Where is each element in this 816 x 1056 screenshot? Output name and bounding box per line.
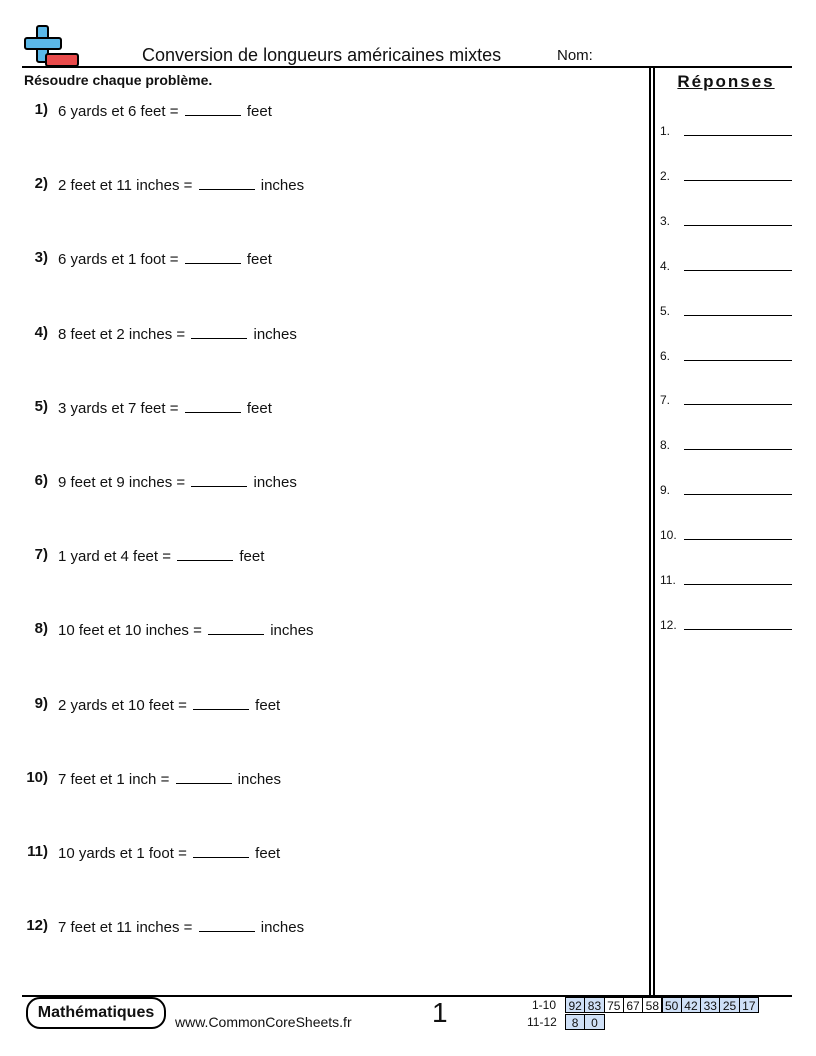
problem-number: 7) [34, 546, 48, 564]
problem-row [0, 917, 640, 937]
problem-number: 11) [27, 843, 48, 860]
answer-blank[interactable] [176, 769, 232, 784]
answer-line[interactable] [684, 135, 792, 136]
answer-number: 8. [660, 438, 671, 453]
problem-row [0, 472, 640, 492]
problem-prompt: 9 feet et 9 inches = [58, 474, 190, 491]
problem-text [58, 546, 264, 565]
problem-prompt: 1 yard et 4 feet = [58, 548, 176, 566]
problem-number: 10) [26, 768, 48, 786]
score-cell: 42 [681, 997, 701, 1013]
score-row-label: 11-12 [527, 1015, 557, 1029]
problem-row [0, 843, 640, 863]
problem-unit: inches [249, 474, 297, 491]
answer-line[interactable] [684, 315, 792, 316]
plus-minus-logo-icon [24, 24, 80, 68]
answer-line[interactable] [684, 449, 792, 450]
problem-unit: feet [242, 399, 272, 417]
answer-row [660, 571, 792, 591]
problem-number: 12) [26, 917, 48, 935]
answer-row [660, 481, 792, 501]
answer-blank[interactable] [191, 472, 247, 487]
answer-blank[interactable] [208, 620, 264, 635]
problem-unit: inches [256, 177, 305, 195]
problem-text [58, 695, 280, 714]
answer-number: 3. [660, 213, 671, 228]
answer-blank[interactable] [199, 175, 255, 190]
problem-text [58, 620, 314, 639]
problem-row [0, 175, 640, 195]
answer-blank[interactable] [199, 917, 255, 932]
score-cell: 67 [623, 997, 643, 1013]
problem-text [58, 843, 280, 862]
score-cell: 8 [565, 1014, 585, 1030]
problem-number: 5) [34, 397, 48, 415]
problem-text [58, 917, 304, 936]
score-cell: 0 [584, 1014, 604, 1030]
problem-prompt: 2 yards et 10 feet = [58, 696, 192, 714]
answer-row [660, 616, 792, 636]
problem-prompt: 8 feet et 2 inches = [58, 325, 190, 343]
problem-number: 9) [34, 694, 48, 712]
problem-row [0, 695, 640, 715]
problem-unit: feet [242, 251, 272, 269]
problem-unit: inches [266, 622, 314, 640]
answer-blank[interactable] [185, 101, 241, 116]
score-cell: 92 [565, 997, 585, 1013]
problem-text [58, 175, 304, 194]
column-divider [649, 68, 651, 996]
answer-row [660, 391, 792, 411]
answer-row [660, 167, 792, 187]
answer-number: 11. [660, 573, 676, 587]
answer-number: 10. [660, 528, 677, 543]
score-cell: 75 [604, 997, 624, 1013]
problem-unit: inches [233, 770, 282, 788]
answer-blank[interactable] [185, 249, 241, 264]
column-divider [653, 68, 655, 996]
answer-blank[interactable] [193, 695, 249, 710]
answer-blank[interactable] [193, 843, 249, 858]
score-cell: 50 [662, 997, 682, 1013]
answer-row [660, 212, 792, 232]
problem-number: 1) [34, 101, 48, 118]
page-number: 1 [432, 997, 448, 1028]
score-cell: 25 [719, 997, 739, 1013]
problem-text [58, 324, 297, 343]
subject-badge: Mathématiques [26, 997, 166, 1029]
problem-row [0, 769, 640, 789]
answer-number: 12. [660, 617, 677, 632]
problem-prompt: 10 feet et 10 inches = [58, 622, 207, 640]
answer-row [660, 526, 792, 546]
problem-number: 3) [34, 249, 48, 267]
header-rule [22, 66, 792, 68]
answer-line[interactable] [684, 629, 792, 630]
problem-text [58, 249, 272, 268]
answer-line[interactable] [684, 270, 792, 271]
score-row-label: 1-10 [532, 998, 557, 1012]
problem-unit: inches [256, 919, 305, 937]
name-label: Nom: [557, 47, 593, 64]
answer-row [660, 347, 792, 367]
answer-blank[interactable] [191, 324, 247, 339]
answer-line[interactable] [684, 539, 792, 540]
site-url[interactable]: www.CommonCoreSheets.fr [175, 1014, 352, 1030]
problem-row [0, 101, 640, 121]
answer-line[interactable] [684, 584, 792, 585]
answer-line[interactable] [684, 180, 792, 181]
problem-text [58, 101, 272, 120]
answer-line[interactable] [684, 225, 792, 226]
answer-row [660, 302, 792, 322]
answer-row [660, 257, 792, 277]
answer-number: 4. [660, 258, 671, 273]
score-cell: 17 [739, 997, 759, 1013]
instructions: Résoudre chaque problème. [24, 72, 213, 88]
problem-text [58, 398, 272, 417]
problem-unit: feet [251, 696, 281, 714]
answer-row [660, 436, 792, 456]
problem-unit: inches [249, 325, 297, 343]
problem-prompt: 10 yards et 1 foot = [58, 845, 192, 862]
answer-line[interactable] [684, 360, 792, 361]
problem-prompt: 7 feet et 11 inches = [58, 919, 197, 937]
answer-row [660, 122, 792, 142]
problem-unit: feet [242, 103, 272, 120]
problem-row [0, 249, 640, 269]
problem-row [0, 546, 640, 566]
problem-number: 8) [34, 620, 48, 638]
problem-prompt: 3 yards et 7 feet = [58, 399, 183, 417]
problem-text [58, 472, 297, 491]
problem-unit: feet [251, 845, 281, 862]
answer-line[interactable] [684, 494, 792, 495]
answer-number: 5. [660, 303, 671, 318]
answer-blank[interactable] [177, 546, 233, 561]
problem-number: 2) [34, 175, 48, 193]
problem-prompt: 7 feet et 1 inch = [58, 770, 174, 788]
problem-prompt: 6 yards et 1 foot = [58, 251, 183, 269]
answer-number: 2. [660, 168, 671, 183]
problem-row [0, 324, 640, 344]
score-cell: 83 [584, 997, 604, 1013]
answers-heading: Réponses [677, 72, 775, 91]
page-title: Conversion de longueurs américaines mixtes [142, 45, 502, 65]
problem-number: 4) [34, 323, 48, 341]
answer-number: 7. [660, 393, 671, 408]
answer-number: 6. [660, 348, 671, 363]
answer-line[interactable] [684, 404, 792, 405]
answer-blank[interactable] [185, 398, 241, 413]
answer-number: 9. [660, 483, 671, 498]
problem-prompt: 2 feet et 11 inches = [58, 177, 197, 195]
problem-row [0, 398, 640, 418]
problem-text [58, 769, 281, 788]
score-cell: 33 [700, 997, 720, 1013]
problem-unit: feet [235, 548, 265, 566]
answer-number: 1. [660, 124, 671, 138]
problem-prompt: 6 yards et 6 feet = [58, 103, 183, 120]
problem-number: 6) [34, 472, 48, 489]
problem-row [0, 620, 640, 640]
score-cell: 58 [642, 997, 662, 1013]
